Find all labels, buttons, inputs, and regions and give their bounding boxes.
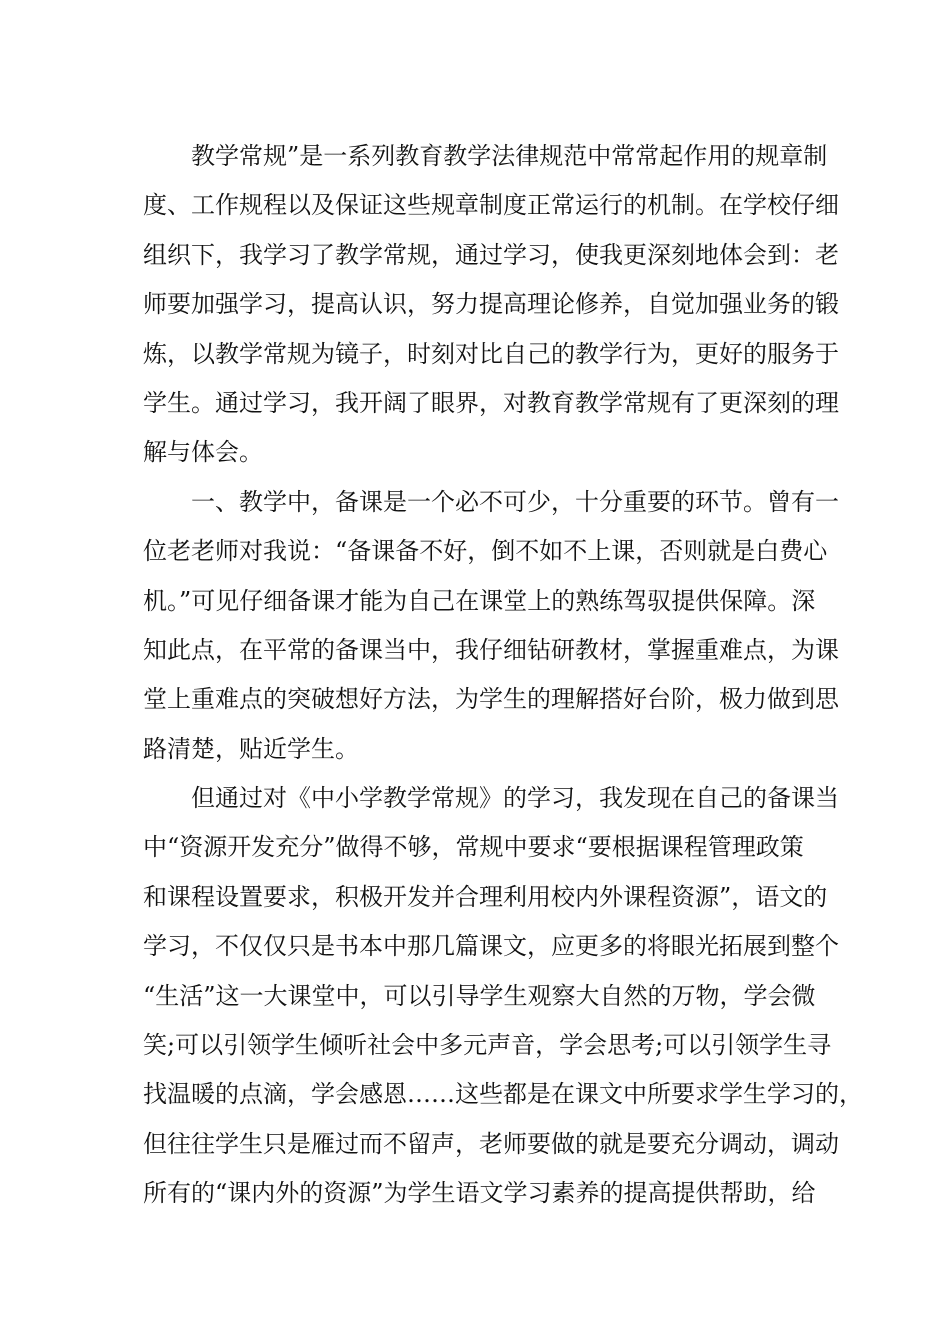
text-line: 位老老师对我说：“备课备不好，倒不如不上课，否则就是白费心 — [143, 537, 828, 566]
text-line: 路清楚，贴近学生。 — [143, 734, 359, 763]
paragraph-2 — [143, 478, 839, 774]
text-line: 知此点，在平常的备课当中，我仔细钻研教材，掌握重难点，为课 — [143, 635, 839, 664]
text-line: “生活”这一大课堂中，可以引导学生观察大自然的万物，学会微 — [143, 981, 816, 1010]
text-line: 中“资源开发充分”做得不够，常规中要求“要根据课程管理政策 — [143, 833, 804, 862]
text-line: 解与体会。 — [143, 438, 263, 467]
text-line: 和课程设置要求，积极开发并合理利用校内外课程资源”，语文的 — [143, 882, 828, 911]
text-line: 但往往学生只是雁过而不留声，老师要做的就是要充分调动，调动 — [143, 1129, 839, 1158]
document-body — [143, 132, 863, 1219]
text-line: 堂上重难点的突破想好方法，为学生的理解搭好台阶，极力做到思 — [143, 685, 839, 714]
text-line: 学生。通过学习，我开阔了眼界，对教育教学常规有了更深刻的理 — [143, 388, 839, 417]
paragraph-1 — [143, 132, 839, 478]
text-line: 学习，不仅仅只是书本中那几篇课文，应更多的将眼光拓展到整个 — [143, 932, 839, 961]
paragraph-3 — [143, 774, 863, 1219]
text-line: 度、工作规程以及保证这些规章制度正常运行的机制。在学校仔细 — [143, 191, 839, 220]
text-line: 机。”可见仔细备课才能为自己在课堂上的熟练驾驭提供保障。深 — [143, 586, 816, 615]
text-line: 组织下，我学习了教学常规，通过学习，使我更深刻地体会到：老 — [143, 240, 839, 269]
text-line: 教学常规”是一系列教育教学法律规范中常常起作用的规章制 — [191, 142, 828, 170]
text-line: 笑;可以引领学生倾听社会中多元声音，学会思考;可以引领学生寻 — [143, 1031, 832, 1060]
text-line: 师要加强学习，提高认识，努力提高理论修养，自觉加强业务的锻 — [143, 290, 839, 319]
text-line: 炼，以教学常规为镜子，时刻对比自己的教学行为，更好的服务于 — [143, 339, 839, 368]
text-line: 一、教学中，备课是一个必不可少，十分重要的环节。曾有一 — [191, 487, 839, 516]
text-line: 但通过对《中小学教学常规》的学习，我发现在自己的备课当 — [191, 784, 839, 813]
text-line: 所有的“课内外的资源”为学生语文学习素养的提高提供帮助，给 — [143, 1179, 816, 1208]
text-line: 找温暖的点滴，学会感恩……这些都是在课文中所要求学生学习的， — [143, 1080, 863, 1109]
